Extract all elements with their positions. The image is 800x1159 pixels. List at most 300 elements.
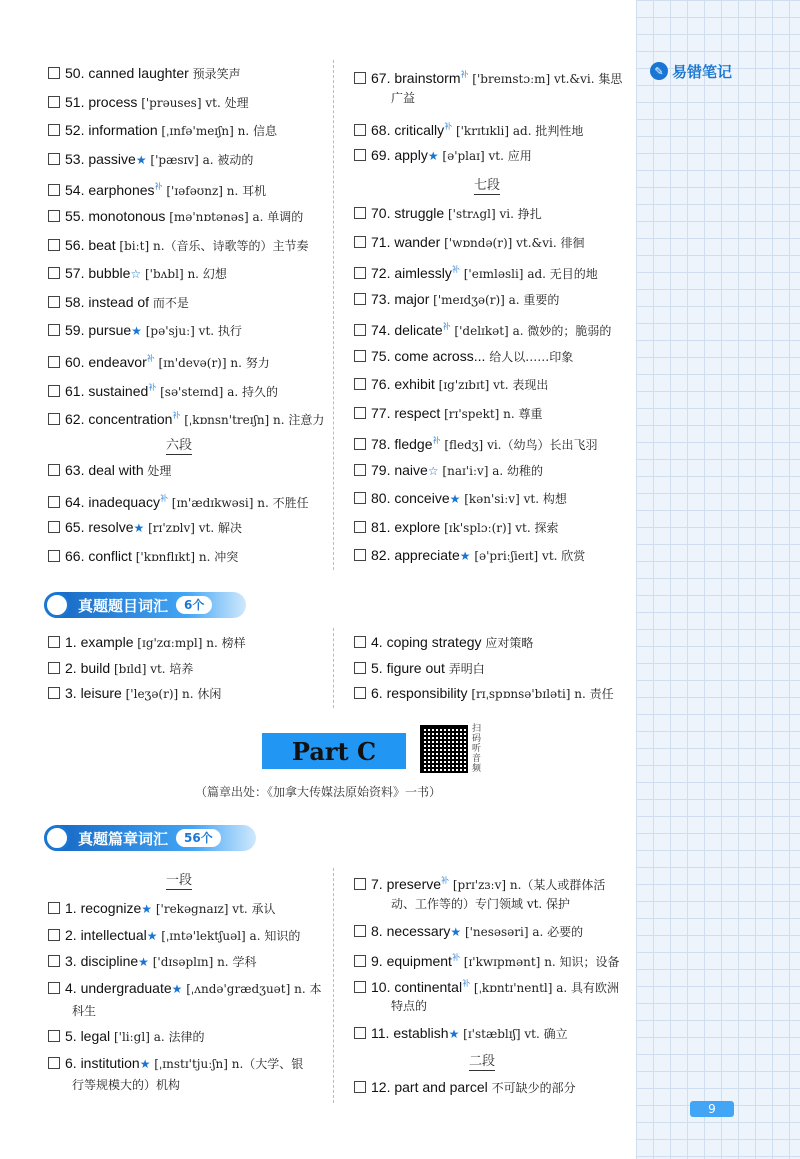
- vocab-word: 76. exhibit: [371, 376, 435, 392]
- definition: a. 法律的: [149, 1030, 205, 1044]
- definition: n. 知识；设备: [540, 955, 620, 969]
- checkbox[interactable]: [354, 981, 366, 993]
- phonetic: ['ɪəfəʊnz]: [162, 184, 223, 199]
- vocab-word: 78. fledge: [371, 436, 433, 452]
- vocab-word: 9. equipment: [371, 953, 452, 969]
- checkbox[interactable]: [48, 929, 60, 941]
- vocab-entry: [48, 899, 276, 919]
- side-badge-label: 易错笔记: [672, 62, 733, 81]
- vocab-word: 6. responsibility: [371, 685, 468, 701]
- vocab-entry: [354, 261, 598, 284]
- right-column-mid: [354, 204, 634, 584]
- checkbox[interactable]: [354, 267, 366, 279]
- definition: a. 单调的: [248, 210, 304, 224]
- phonetic: ['liːgl]: [110, 1030, 150, 1044]
- vocab-entry: [354, 146, 532, 166]
- checkbox[interactable]: [354, 149, 366, 161]
- vocab-entry: [354, 118, 583, 141]
- checkbox[interactable]: [354, 236, 366, 248]
- supplement-mark: 补: [172, 411, 181, 421]
- phonetic: [fledʒ]: [440, 438, 484, 452]
- definition: a. 知识的: [245, 928, 301, 943]
- source-line: （篇章出处：《加拿大传媒法原始资料》一书）: [194, 785, 441, 799]
- phonetic: ['krɪtɪkli]: [452, 124, 510, 138]
- phonetic: [naɪ'iːv]: [438, 463, 489, 478]
- vocab-word: 2. intellectual: [65, 926, 147, 943]
- vocab-entry: [354, 290, 559, 310]
- vocab-entry: [354, 66, 622, 89]
- supplement-mark: 补: [159, 493, 168, 503]
- checkbox[interactable]: [48, 124, 60, 136]
- vocab-word: 55. monotonous: [65, 208, 166, 224]
- definition: n. 冲突: [195, 549, 239, 564]
- star-icon: ★: [171, 982, 183, 996]
- star-icon: ★: [141, 902, 153, 916]
- section-label-liu: 六段: [166, 438, 193, 453]
- definition: 不可缺少的部分: [487, 1081, 576, 1095]
- vocab-word: 60. endeavor: [65, 354, 147, 370]
- vocab-entry: [354, 546, 585, 566]
- checkbox[interactable]: [354, 324, 366, 336]
- checkbox[interactable]: [48, 982, 60, 994]
- phonetic: [biːt]: [115, 238, 150, 253]
- vocab-entry: [48, 236, 309, 256]
- wrap-text-preserve: 动、工作等的）专门领域 vt. 保护: [391, 897, 571, 911]
- exam-vocab-title: 真题题目词汇: [78, 596, 169, 615]
- star-icon: ★: [133, 521, 145, 536]
- vocab-entry: [48, 1054, 303, 1074]
- vocab-entry: [48, 633, 246, 653]
- phonetic: [ɪg'zɑːmpl]: [133, 636, 203, 650]
- passage-vocab-header: [46, 825, 256, 851]
- phonetic: ['wɒndə(r)]: [440, 235, 513, 250]
- phonetic: ['delɪkət]: [450, 324, 509, 338]
- vocab-entry: [48, 321, 242, 341]
- column-divider-top: [333, 60, 334, 570]
- definition: vt. 培养: [146, 661, 194, 676]
- vocab-word: 62. concentration: [65, 411, 173, 428]
- vocab-entry: [354, 461, 543, 481]
- star-icon: ★: [146, 928, 158, 943]
- checkbox[interactable]: [48, 521, 60, 533]
- definition: vt.&vi. 徘徊: [512, 235, 585, 250]
- definition: n. 本: [290, 982, 322, 996]
- vocab-word: 65. resolve: [65, 519, 134, 536]
- checkbox[interactable]: [354, 492, 366, 504]
- phonetic: [ˌɪntə'lektʃuəl]: [157, 928, 246, 943]
- definition: n. 学科: [213, 955, 257, 969]
- checkbox[interactable]: [48, 464, 60, 476]
- phonetic: [ˌkɒntɪ'nentl]: [470, 981, 553, 995]
- side-badge: [650, 58, 732, 84]
- definition: n. 休闲: [178, 687, 222, 701]
- vocab-word: 1. example: [65, 634, 134, 650]
- checkbox[interactable]: [48, 687, 60, 699]
- vocab-entry: [48, 379, 278, 402]
- checkbox[interactable]: [48, 324, 60, 336]
- checkbox[interactable]: [48, 267, 60, 279]
- supplement-mark: 补: [442, 322, 451, 331]
- vocab-entry: [354, 404, 543, 424]
- vocab-entry: [48, 952, 256, 972]
- wrap-text-undergraduate: 科生: [72, 1004, 97, 1018]
- vocab-word: 72. aimlessly: [371, 265, 452, 281]
- right-column-top: [354, 66, 634, 176]
- definition: a. 幼稚的: [488, 463, 544, 478]
- vocab-entry: [354, 233, 585, 253]
- checkbox[interactable]: [354, 293, 366, 305]
- checkbox[interactable]: [354, 407, 366, 419]
- vocab-word: 57. bubble: [65, 265, 131, 282]
- phonetic: ['nesəsəri]: [461, 925, 529, 939]
- vocab-word: 5. legal: [65, 1028, 111, 1044]
- definition: a. 微妙的；脆弱的: [508, 324, 612, 338]
- definition: vt. 执行: [194, 324, 242, 339]
- star-icon: ☆: [130, 267, 142, 282]
- definition: a. 持久的: [223, 384, 278, 399]
- vocab-word: 1. recognize: [65, 900, 142, 916]
- vocab-entry: [354, 949, 620, 972]
- phonetic: [ɪk'splɔː(r)]: [440, 520, 512, 535]
- vocab-entry: [48, 150, 253, 170]
- checkbox[interactable]: [48, 1057, 60, 1069]
- definition: n. 注意力: [269, 413, 325, 428]
- vocab-entry: [48, 659, 193, 679]
- checkbox[interactable]: [48, 210, 60, 222]
- column-divider-exam: [333, 628, 334, 708]
- phonetic: [ˌkɒnsn'treɪʃn]: [180, 413, 270, 428]
- vocab-entry: [48, 407, 324, 430]
- definition: a. 具有欧洲: [552, 981, 620, 995]
- magnifier-icon: [44, 825, 70, 851]
- vocab-entry: [354, 489, 567, 509]
- star-icon: ☆: [427, 463, 439, 478]
- phonetic: [ɪ'stæblɪʃ]: [459, 1027, 521, 1041]
- checkbox[interactable]: [354, 549, 366, 561]
- checkbox[interactable]: [354, 636, 366, 648]
- phonetic: [prɪ'zɜːv]: [449, 878, 507, 892]
- vocab-word: 63. deal with: [65, 462, 144, 478]
- phonetic: [ə'priːʃieɪt]: [470, 549, 539, 563]
- checkbox[interactable]: [354, 925, 366, 937]
- vocab-word: 77. respect: [371, 404, 441, 421]
- phonetic: [ɪg'zɪbɪt]: [434, 378, 490, 392]
- star-icon: ★: [449, 492, 461, 506]
- definition: 而不是: [149, 295, 189, 310]
- vocab-entry: [354, 872, 605, 895]
- definition: n. 耳机: [222, 184, 267, 199]
- star-icon: ★: [459, 549, 471, 563]
- phonetic: ['prəuses]: [137, 95, 202, 110]
- phonetic: ['eɪmləsli]: [459, 267, 524, 281]
- vocab-word: 80. conceive: [371, 490, 450, 506]
- definition: vt. 欣赏: [538, 549, 586, 563]
- vocab-word: 8. necessary: [371, 923, 451, 939]
- vocab-entry: [354, 375, 548, 395]
- vocab-word: 68. critically: [371, 122, 445, 138]
- definition: n. 努力: [226, 356, 270, 370]
- star-icon: ★: [138, 955, 149, 969]
- qr-label: 扫码听音频: [472, 724, 482, 774]
- phonetic: ['leʒə(r)]: [121, 687, 179, 701]
- vocab-word: 70. struggle: [371, 205, 445, 221]
- phonetic: [sə'steɪnd]: [156, 384, 224, 399]
- checkbox[interactable]: [354, 438, 366, 450]
- exam-vocab-header: [46, 592, 246, 618]
- phonetic: [bɪld]: [110, 661, 147, 676]
- magnifier-icon: [44, 592, 70, 618]
- passage-left-column: [48, 899, 333, 1099]
- checkbox[interactable]: [48, 902, 60, 914]
- phonetic: [ɪn'devə(r)]: [154, 356, 227, 370]
- star-icon: ★: [139, 1057, 151, 1071]
- vocab-word: 52. information: [65, 122, 158, 139]
- definition: n. 尊重: [499, 406, 543, 421]
- vocab-word: 67. brainstorm: [371, 70, 461, 86]
- definition: n.（某人或群体活: [506, 878, 606, 892]
- phonetic: ['breɪnstɔːm]: [468, 72, 551, 86]
- vocab-word: 58. instead of: [65, 293, 150, 310]
- part-title: Part C: [262, 733, 406, 769]
- phonetic: ['dɪsəplɪn]: [148, 955, 214, 969]
- vocab-entry: [48, 461, 171, 481]
- checkbox[interactable]: [354, 1081, 366, 1093]
- phonetic: ['rekəgnaɪz]: [152, 902, 229, 916]
- phonetic: ['strʌgl]: [444, 207, 496, 221]
- checkbox[interactable]: [48, 955, 60, 967]
- definition: a. 被动的: [198, 152, 254, 167]
- definition: 给人以……印象: [485, 349, 574, 364]
- supplement-mark: 补: [154, 182, 163, 192]
- phonetic: ['pæsɪv]: [146, 152, 199, 167]
- supplement-mark: 补: [148, 382, 157, 392]
- checkbox[interactable]: [48, 96, 60, 108]
- vocab-word: 79. naive: [371, 461, 428, 478]
- vocab-word: 51. process: [65, 93, 138, 110]
- qr-code-icon[interactable]: [420, 725, 468, 773]
- vocab-word: 12. part and parcel: [371, 1079, 488, 1095]
- vocab-entry: [48, 518, 242, 538]
- supplement-mark: 补: [146, 354, 155, 363]
- vocab-word: 6. institution: [65, 1055, 140, 1071]
- left-column-mid: [48, 461, 333, 571]
- vocab-entry: [48, 293, 189, 313]
- definition: n. 榜样: [202, 636, 246, 650]
- checkbox[interactable]: [48, 413, 60, 425]
- checkbox[interactable]: [354, 72, 366, 84]
- vocab-entry: [354, 659, 485, 679]
- definition: vt. 解决: [194, 521, 242, 536]
- definition: vt. 构想: [519, 492, 567, 506]
- star-icon: ★: [448, 1027, 460, 1041]
- checkbox[interactable]: [48, 356, 60, 368]
- checkbox[interactable]: [354, 350, 366, 362]
- definition: vt. 探索: [511, 520, 559, 535]
- definition: n. 责任: [570, 687, 614, 701]
- definition: n. 不胜任: [253, 495, 309, 510]
- vocab-entry: [354, 347, 573, 367]
- vocab-word: 71. wander: [371, 233, 441, 250]
- section-label-er: 二段: [469, 1054, 496, 1069]
- supplement-mark: 补: [462, 979, 471, 988]
- vocab-word: 81. explore: [371, 518, 441, 535]
- vocab-word: 10. continental: [371, 979, 463, 995]
- checkbox[interactable]: [354, 378, 366, 390]
- vocab-entry: [48, 684, 221, 704]
- vocab-word: 3. leisure: [65, 685, 122, 701]
- definition: 预录笑声: [188, 67, 241, 81]
- supplement-mark: 补: [451, 953, 460, 962]
- vocab-word: 3. discipline: [65, 953, 139, 969]
- star-icon: ★: [135, 152, 147, 167]
- checkbox[interactable]: [354, 464, 366, 476]
- definition: 弄明白: [444, 661, 485, 676]
- phonetic: ['meɪdʒə(r)]: [429, 292, 505, 307]
- wrap-text-institution: 行等规模大的）机构: [72, 1078, 181, 1092]
- supplement-mark: 补: [432, 436, 441, 445]
- definition: ad. 批判性地: [509, 124, 584, 138]
- definition: n.（大学、银: [227, 1057, 304, 1071]
- wrap-text-brainstorm: 广益: [391, 91, 416, 105]
- phonetic: [rɪ'zɒlv]: [144, 521, 195, 536]
- section-label-qi: 七段: [474, 178, 501, 193]
- vocab-entry: [354, 975, 619, 998]
- vocab-entry: [48, 979, 321, 999]
- vocab-word: 74. delicate: [371, 322, 443, 338]
- exam-vocab-count: 6个: [176, 596, 212, 614]
- vocab-entry: [48, 121, 277, 141]
- section-label-yi: 一段: [166, 873, 193, 888]
- vocab-word: 54. earphones: [65, 182, 155, 199]
- definition: vt. 表现出: [489, 378, 549, 392]
- phonetic: [rɪ'spekt]: [440, 406, 500, 421]
- checkbox[interactable]: [48, 67, 60, 79]
- definition: vi.（幼鸟）长出飞羽: [483, 438, 598, 452]
- vocab-word: 69. apply: [371, 147, 428, 163]
- checkbox[interactable]: [354, 124, 366, 136]
- vocab-word: 4. undergraduate: [65, 980, 172, 996]
- phonetic: ['kɒnflɪkt]: [131, 549, 196, 564]
- checkbox[interactable]: [354, 207, 366, 219]
- star-icon: ★: [427, 149, 439, 163]
- vocab-entry: [48, 926, 300, 946]
- vocab-entry: [48, 207, 303, 227]
- vocab-entry: [354, 684, 614, 704]
- vocab-word: 73. major: [371, 290, 430, 307]
- phonetic: [mə'nɒtənəs]: [165, 210, 249, 224]
- vocab-entry: [354, 1078, 576, 1098]
- vocab-entry: [48, 490, 309, 513]
- vocab-entry: [354, 432, 598, 455]
- phonetic: [ɪn'ædɪkwəsi]: [167, 495, 254, 510]
- definition: n. 幻想: [183, 267, 227, 282]
- checkbox[interactable]: [354, 1027, 366, 1039]
- checkbox[interactable]: [48, 496, 60, 508]
- definition: vt. 应用: [484, 149, 532, 163]
- checkbox[interactable]: [48, 636, 60, 648]
- definition: n.（音乐、诗歌等的）主节奏: [149, 238, 309, 253]
- vocab-entry: [48, 350, 270, 373]
- definition: 应对策略: [481, 636, 534, 650]
- definition: n. 信息: [233, 124, 277, 139]
- exam-right-column: [354, 633, 634, 713]
- definition: 处理: [143, 464, 172, 478]
- phonetic: [pə'sjuː]: [141, 324, 195, 339]
- vocab-entry: [48, 264, 227, 284]
- supplement-mark: 补: [451, 265, 460, 274]
- passage-vocab-count: 56个: [176, 829, 221, 847]
- checkbox[interactable]: [48, 153, 60, 165]
- supplement-mark: 补: [444, 122, 453, 131]
- supplement-mark: 补: [441, 876, 450, 885]
- checkbox[interactable]: [48, 296, 60, 308]
- vocab-entry: [48, 1027, 204, 1047]
- checkbox[interactable]: [48, 1030, 60, 1042]
- vocab-word: 7. preserve: [371, 876, 442, 892]
- checkbox[interactable]: [354, 662, 366, 674]
- vocab-entry: [48, 93, 249, 113]
- vocab-word: 64. inadequacy: [65, 493, 160, 510]
- vocab-entry: [48, 64, 241, 84]
- vocab-word: 11. establish: [371, 1025, 449, 1041]
- definition: vt.&vi. 集思: [550, 72, 623, 86]
- grid-margin: [636, 0, 800, 1159]
- vocab-word: 2. build: [65, 659, 111, 676]
- column-divider-passage: [333, 868, 334, 1103]
- definition: ad. 无目的地: [523, 267, 598, 281]
- vocab-word: 61. sustained: [65, 382, 149, 399]
- passage-vocab-title: 真题篇章词汇: [78, 829, 169, 848]
- phonetic: [ə'plaɪ]: [438, 149, 485, 163]
- phonetic: [kən'siːv]: [460, 492, 520, 506]
- phonetic: [ɪ'kwɪpmənt]: [459, 955, 541, 969]
- vocab-entry: [48, 178, 266, 201]
- vocab-word: 5. figure out: [371, 659, 445, 676]
- exam-left-column: [48, 633, 333, 713]
- phonetic: [ˌɪnfə'meɪʃn]: [157, 124, 234, 139]
- definition: a. 必要的: [528, 925, 584, 939]
- vocab-word: 4. coping strategy: [371, 634, 482, 650]
- vocab-entry: [354, 518, 558, 538]
- phonetic: [ˌʌndə'grædʒuət]: [182, 982, 291, 996]
- checkbox[interactable]: [48, 184, 60, 196]
- checkbox[interactable]: [354, 955, 366, 967]
- vocab-word: 53. passive: [65, 150, 136, 167]
- checkbox[interactable]: [354, 878, 366, 890]
- checkbox[interactable]: [48, 550, 60, 562]
- vocab-word: 56. beat: [65, 236, 116, 253]
- checkbox[interactable]: [48, 239, 60, 251]
- phonetic: [ˌɪnstɪ'tjuːʃn]: [150, 1057, 228, 1071]
- vocab-word: 66. conflict: [65, 547, 132, 564]
- definition: vt. 处理: [201, 95, 249, 110]
- definition: a. 重要的: [504, 292, 560, 307]
- pencil-icon: ✎: [650, 62, 668, 80]
- checkbox[interactable]: [48, 385, 60, 397]
- vocab-entry: [354, 204, 542, 224]
- vocab-entry: [48, 547, 238, 567]
- vocab-entry: [354, 1024, 568, 1044]
- vocab-word: 82. appreciate: [371, 547, 460, 563]
- definition: vi. 挣扎: [495, 207, 542, 221]
- checkbox[interactable]: [48, 662, 60, 674]
- wrap-text-continental: 特点的: [391, 999, 428, 1013]
- definition: vt. 承认: [228, 902, 276, 916]
- checkbox[interactable]: [354, 687, 366, 699]
- vocab-entry: [354, 633, 533, 653]
- checkbox[interactable]: [354, 521, 366, 533]
- vocab-word: 75. come across...: [371, 347, 486, 364]
